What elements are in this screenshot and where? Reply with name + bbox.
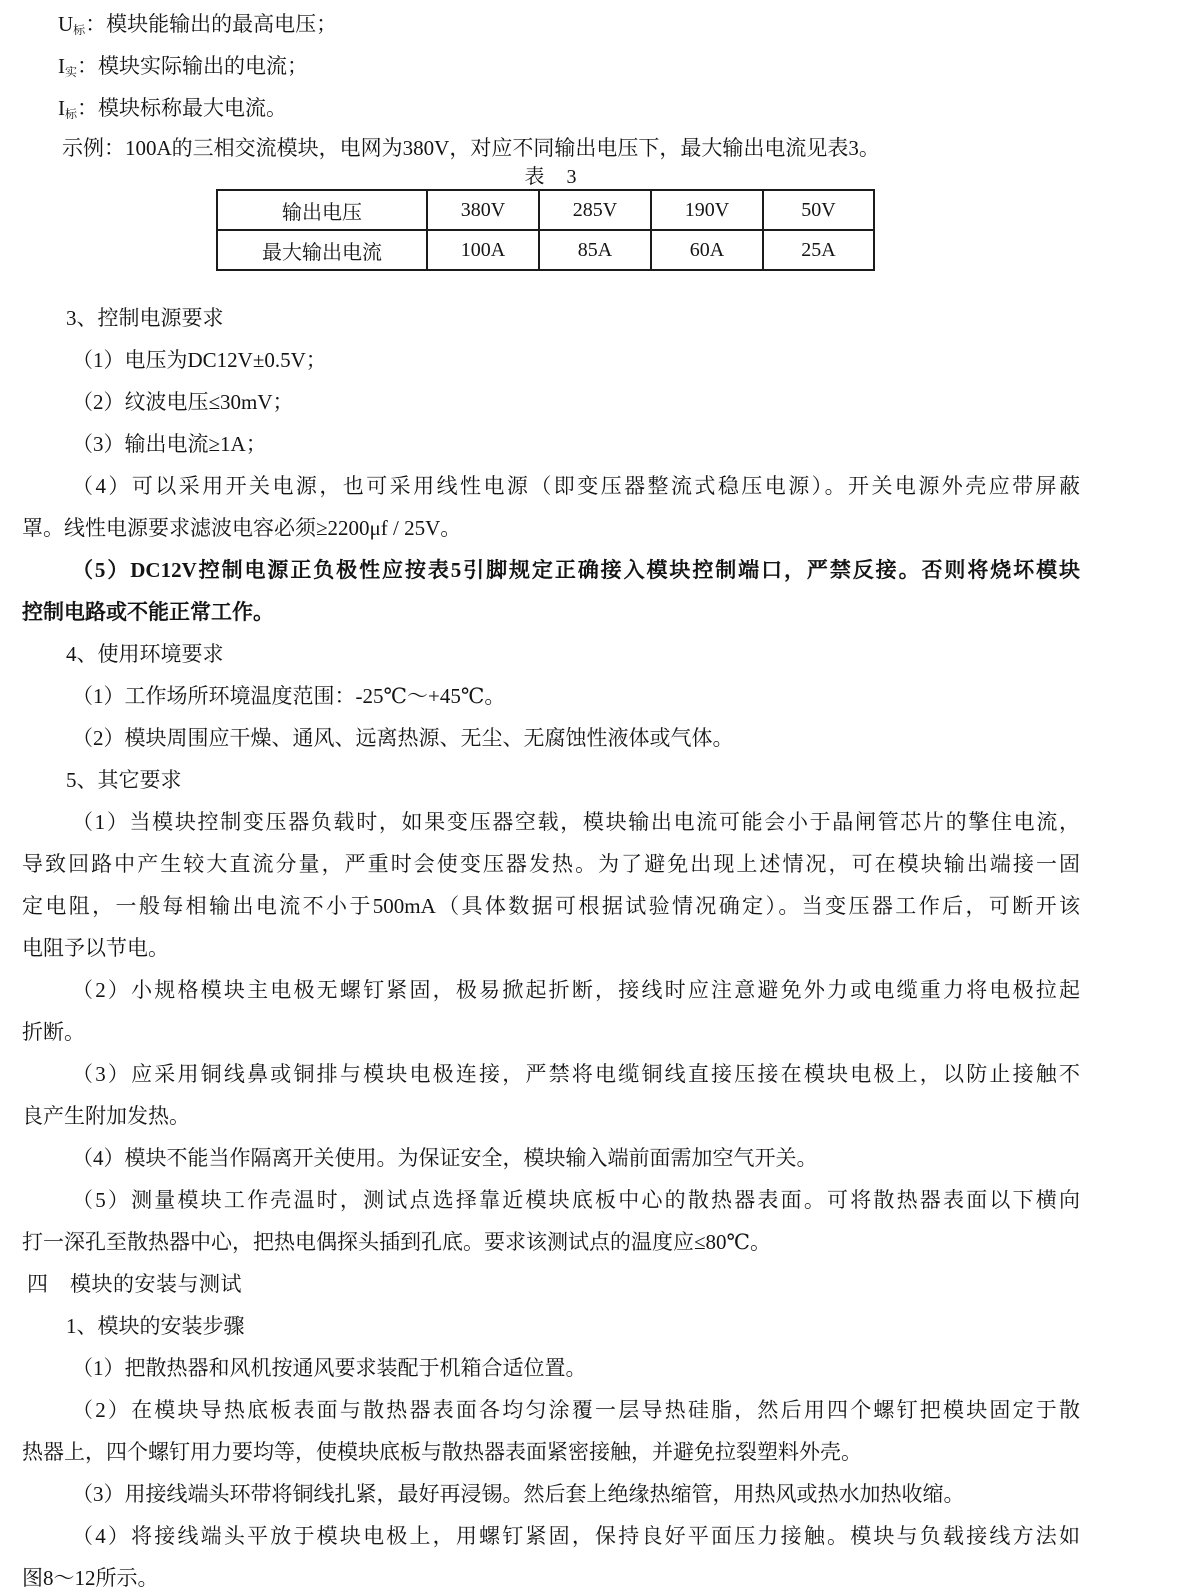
paragraph-continuation-line: 定电阻，一般每相输出电流不小于500mA（具体数据可根据试验情况确定）。当变压器工作后，可断开该 [22, 894, 1080, 918]
table-cell: 380V [427, 190, 539, 230]
table-cell: 285V [539, 190, 651, 230]
definition-line: $U_标$：模块能输出的最高电压； [58, 12, 338, 37]
table-cell: 190V [651, 190, 763, 230]
list-item-line: （3）输出电流≥1A； [72, 432, 267, 456]
section-heading: 5、其它要求 [66, 768, 182, 792]
list-item-line: （1）当模块控制变压器负载时，如果变压器空载，模块输出电流可能会小于晶闸管芯片的擎住电流， [72, 810, 1080, 834]
list-item-line: （3）应采用铜线鼻或铜排与模块电极连接，严禁将电缆铜线直接压接在模块电极上，以防止接触不 [72, 1062, 1080, 1086]
chapter-heading: 四 模块的安装与测试 [27, 1272, 242, 1296]
section-heading: 3、控制电源要求 [66, 306, 224, 330]
list-item-line: （2）纹波电压≤30mV； [72, 390, 294, 414]
list-item-line: （4）模块不能当作隔离开关使用。为保证安全，模块输入端前面需加空气开关。 [72, 1146, 818, 1170]
paragraph-continuation-line: 良产生附加发热。 [22, 1104, 190, 1128]
paragraph-continuation-line: 打一深孔至散热器中心，把热电偶探头插到孔底。要求该测试点的温度应≤80℃。 [22, 1230, 772, 1254]
spec-table [216, 189, 875, 271]
definition-line: $I_标$：模块标称最大电流。 [58, 96, 288, 121]
definitions [22, 6, 1080, 132]
paragraph-continuation-line: 热器上，四个螺钉用力要均等，使模块底板与散热器表面紧密接触，并避免拉裂塑料外壳。 [22, 1440, 862, 1464]
table-row-header: 输出电压 [217, 190, 427, 230]
section-heading: 4、使用环境要求 [66, 642, 224, 666]
example-paragraph: 示例：100A的三相交流模块，电网为380V，对应不同输出电压下，最大输出电流见表3。 [62, 136, 880, 160]
paragraph-continuation-line: 图8～12所示。 [22, 1566, 159, 1590]
list-item-line: （1）工作场所环境温度范围：-25℃～+45℃。 [72, 684, 506, 708]
table-cell: 25A [763, 230, 874, 270]
table-row [217, 190, 874, 230]
table-caption: 表 3 [524, 166, 578, 188]
paragraph-continuation-line: 控制电路或不能正常工作。 [22, 600, 274, 624]
paragraph-continuation-line: 折断。 [22, 1020, 85, 1044]
paragraph-continuation-line: 罩。线性电源要求滤波电容必须≥2200μf / 25V。 [22, 516, 462, 540]
table-row-header: 最大输出电流 [217, 230, 427, 270]
table-row [217, 230, 874, 270]
table-cell: 85A [539, 230, 651, 270]
list-item-line: （3）用接线端头环带将铜线扎紧，最好再浸锡。然后套上绝缘热缩管，用热风或热水加热收缩。 [72, 1482, 965, 1506]
list-item-line: （1）把散热器和风机按通风要求装配于机箱合适位置。 [72, 1356, 587, 1380]
list-item-line: （5）测量模块工作壳温时，测试点选择靠近模块底板中心的散热器表面。可将散热器表面以下横向 [72, 1188, 1080, 1212]
list-item-line: （4）可以采用开关电源，也可采用线性电源（即变压器整流式稳压电源）。开关电源外壳应带屏蔽 [72, 474, 1080, 498]
list-item-line: （4）将接线端头平放于模块电极上，用螺钉紧固，保持良好平面压力接触。模块与负载接线方法如 [72, 1524, 1080, 1548]
list-item-line: （2）在模块导热底板表面与散热器表面各均匀涂覆一层导热硅脂，然后用四个螺钉把模块固定于散 [72, 1398, 1080, 1422]
table-wrap [216, 189, 873, 271]
list-item-line: （2）小规格模块主电极无螺钉紧固，极易掀起折断，接线时应注意避免外力或电缆重力将电极拉起 [72, 978, 1080, 1002]
table-cell: 50V [763, 190, 874, 230]
table-cell: 100A [427, 230, 539, 270]
table-cell: 60A [651, 230, 763, 270]
list-item-line: （2）模块周围应干燥、通风、远离热源、无尘、无腐蚀性液体或气体。 [72, 726, 734, 750]
paragraph-continuation-line: 电阻予以节电。 [22, 936, 169, 960]
list-item-line: （5）DC12V控制电源正负极性应按表5引脚规定正确接入模块控制端口，严禁反接。否则将烧坏模块 [72, 558, 1080, 582]
list-item-line: （1）电压为DC12V±0.5V； [72, 348, 327, 372]
definition-line: $I_实$：模块实际输出的电流； [58, 54, 309, 79]
paragraph-continuation-line: 导致回路中产生较大直流分量，严重时会使变压器发热。为了避免出现上述情况，可在模块输出端接一固 [22, 852, 1080, 876]
spec-table-body [217, 190, 874, 270]
section-heading: 1、模块的安装步骤 [66, 1314, 245, 1338]
document-body [22, 297, 1080, 1596]
